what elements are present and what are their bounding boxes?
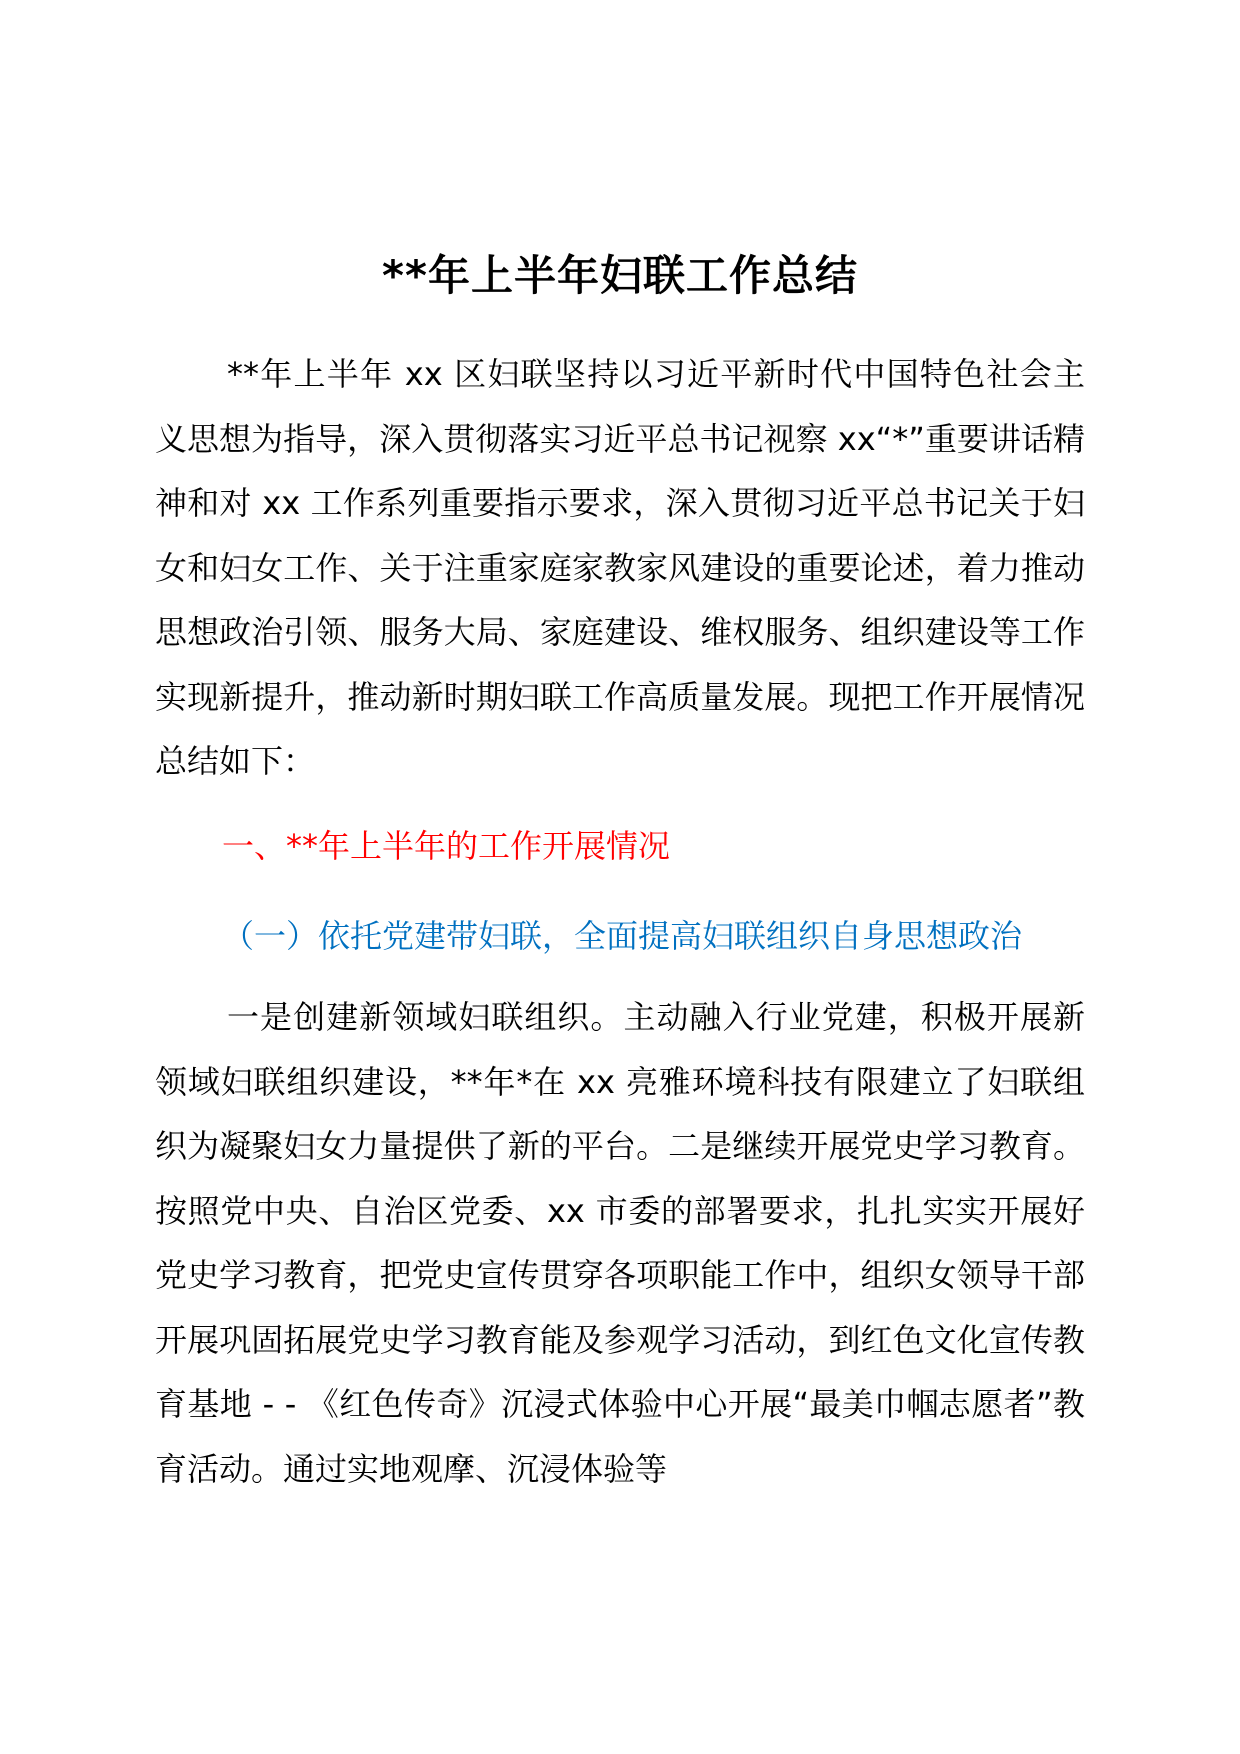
section-heading-level1: 一、**年上半年的工作开展情况 <box>222 827 671 865</box>
body-paragraph: 一是创建新领域妇联组织。主动融入行业党建，积极开展新领域妇联组织建设，**年*在 xx 亮雅环境科技有限建立了妇联组织为凝聚妇女力量提供了新的平台。二是继续开展党史学习教育。按照党中央、自治区党委、xx 市委的部署要求，扎扎实实开展好党史学习教育，把党史宣传贯穿各项职能工作中，组织女领导干部开展巩固拓展党史学习教育能及参观学习活动，到红色文化宣传教育基地 - - 《红色传奇》沉浸式体验中心开展“最美巾帼志愿者”教育活动。通过实地观摩、沉浸体验等 <box>155 998 1085 1488</box>
document-title: **年上半年妇联工作总结 <box>382 251 858 300</box>
section-heading-level2: （一）依托党建带妇联，全面提高妇联组织自身思想政治 <box>222 917 1023 955</box>
intro-paragraph: **年上半年 xx 区妇联坚持以习近平新时代中国特色社会主义思想为指导，深入贯彻落实习近平总书记视察 xx“*”重要讲话精神和对 xx 工作系列重要指示要求，深入贯彻习近平总书记关于妇女和妇女工作、关于注重家庭家教家风建设的重要论述，着力推动思想政治引领、服务大局、家庭建设、维权服务、组织建设等工作实现新提升，推动新时期妇联工作高质量发展。现把工作开展情况总结如下： <box>155 355 1085 780</box>
